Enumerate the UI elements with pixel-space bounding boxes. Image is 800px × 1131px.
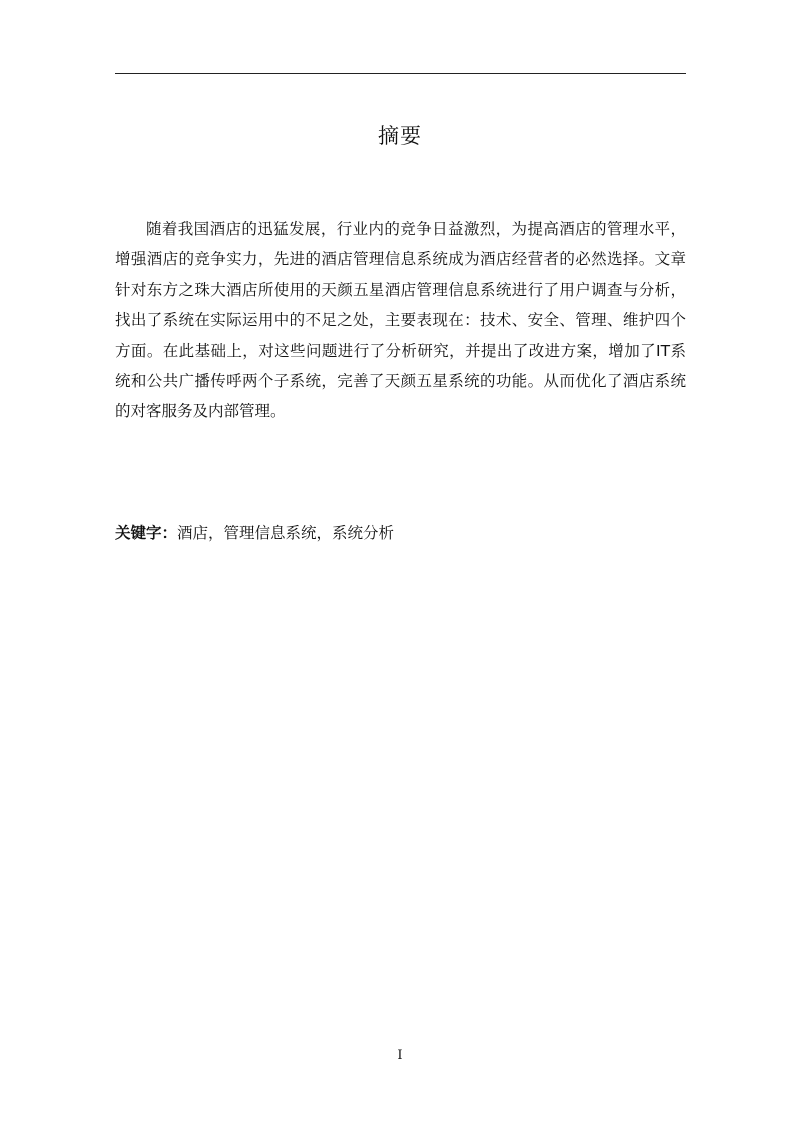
keywords-label: 关键字：: [115, 524, 178, 542]
keywords-line: [115, 518, 686, 548]
page-title: 摘要: [378, 124, 422, 148]
page-number: I: [397, 1048, 403, 1063]
abstract-paragraph: 随着我国酒店的迅猛发展，行业内的竞争日益激烈，为提高酒店的管理水平，增强酒店的竞争实力，先进的酒店管理信息系统成为酒店经营者的必然选择。文章针对东方之珠大酒店所使用的天颜五星酒店管理信息系统进行了用户调查与分析，找出了系统在实际运用中的不足之处，主要表现在：技术、安全、管理、维护四个方面。在此基础上，对这些问题进行了分析研究，并提出了改进方案，增加了IT系统和公共广播传呼两个子系统，完善了天颜五星系统的功能。从而优化了酒店系统的对客服务及内部管理。: [115, 220, 686, 421]
header-rule: [115, 73, 686, 74]
keywords-text: 酒店，管理信息系统，系统分析: [177, 524, 395, 542]
